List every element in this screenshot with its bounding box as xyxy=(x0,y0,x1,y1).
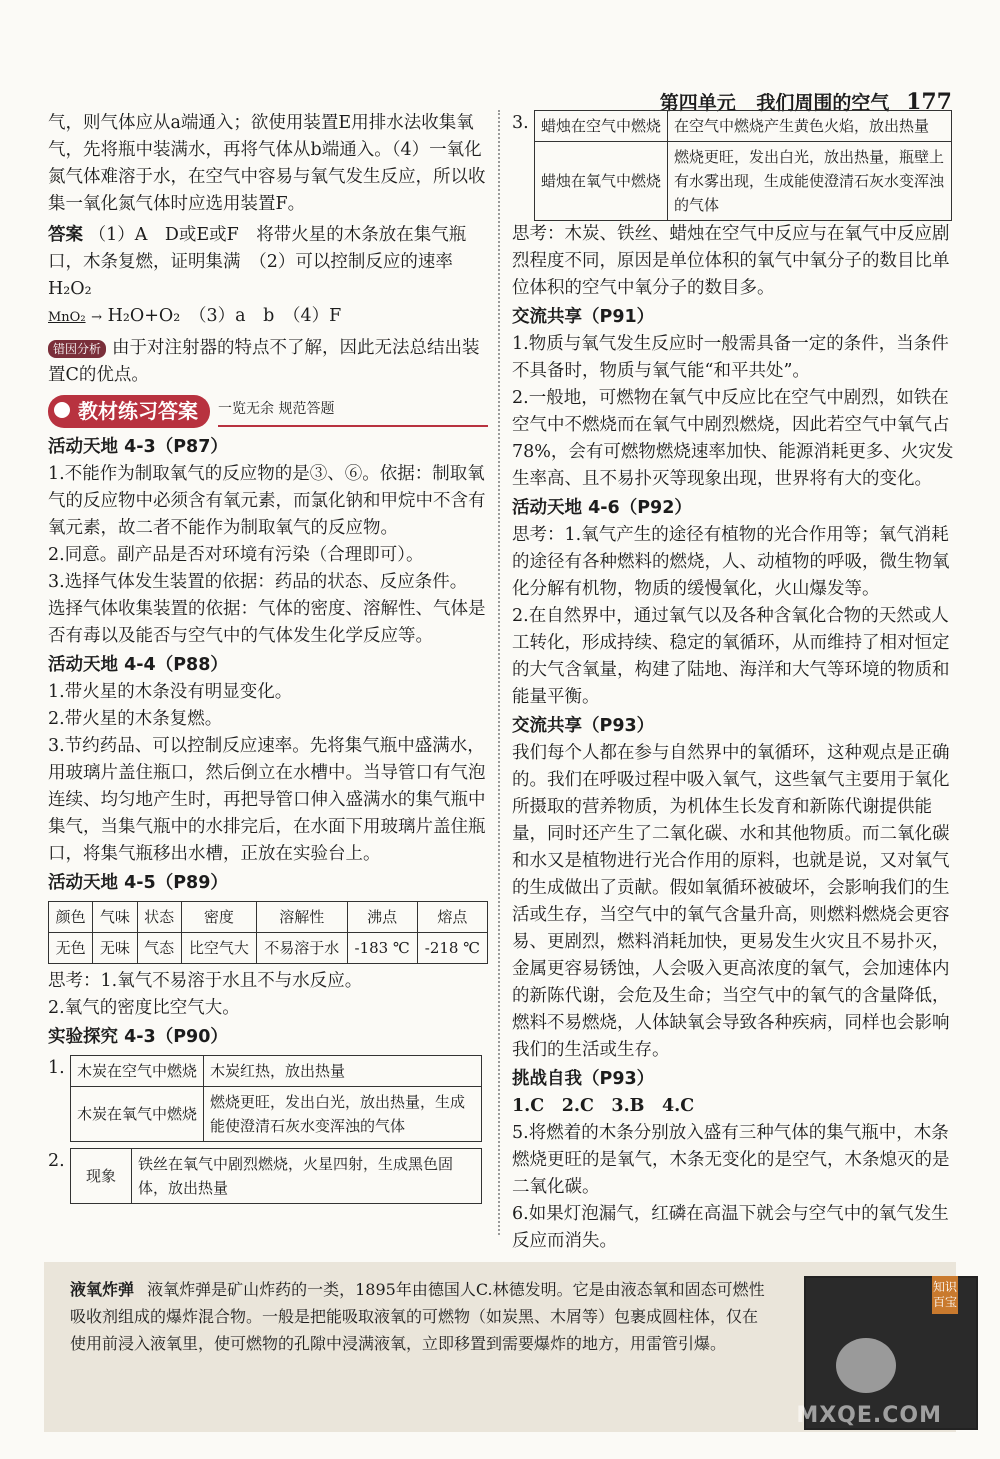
iron-wire-table xyxy=(70,1148,482,1204)
right-column xyxy=(512,110,955,1255)
table-cell: 溶解性 xyxy=(256,902,347,933)
knowledge-body: 液氧炸弹是矿山炸药的一类，1895年由德国人C.林德发明。它是由液态氧和固态可燃性吸收剂组成的爆炸混合物。一般是把能吸取液氧的可燃物（如炭黑、木屑等）包裹成圆柱体，仅在使用前浸入液氧里，使可燃物的孔隙中浸满液氧，立即移置到需要爆炸的地方，用雷管引爆。 xyxy=(70,1280,765,1353)
charcoal-table xyxy=(70,1055,482,1142)
knowledge-tag: 知识百宝 xyxy=(932,1276,958,1314)
table-cell: 木炭在空气中燃烧 xyxy=(71,1056,204,1087)
table-cell: -183 ℃ xyxy=(347,933,417,964)
list-item: 2.氧气的密度比空气大。 xyxy=(48,998,240,1018)
table-cell: 现象 xyxy=(71,1149,132,1204)
table-cell: 燃烧更旺，发出白光，放出热量，瓶壁上有水雾出现，生成能使澄清石灰水变浑浊的气体 xyxy=(668,142,952,221)
list-item: 1.物质与氧气发生反应时一般需具备一定的条件，当条件不具备时，物质与氧气能“和平共处”。 xyxy=(512,334,949,381)
section-heading: 交流共享（P93） xyxy=(512,716,655,736)
section-heading: 活动天地 4-3（P87） xyxy=(48,437,228,457)
section-heading: 实验探究 4-3（P90） xyxy=(48,1027,228,1047)
list-item: 1.带火星的木条没有明显变化。 xyxy=(48,682,293,702)
banner-title: 教材练习答案 xyxy=(48,395,210,428)
unit-title: 我们周围的空气 xyxy=(756,92,890,114)
list-item: 思考：1.氧气产生的途径有植物的光合作用等；氧气消耗的途径有各种燃料的燃烧，人、动植物的呼吸，微生物氧化分解有机物，物质的缓慢氧化，火山爆发等。 xyxy=(512,525,950,599)
table-cell: 燃烧更旺，发出白光，放出热量，生成能使澄清石灰水变浑浊的气体 xyxy=(204,1087,482,1142)
table-cell: 不易溶于水 xyxy=(256,933,347,964)
list-item: 5.将燃着的木条分别放入盛有三种气体的集气瓶中，木条燃烧更旺的是氧气，木条无变化的是空气，木条熄灭的是二氧化碳。 xyxy=(512,1123,950,1197)
list-item: 2.带火星的木条复燃。 xyxy=(48,709,223,729)
unit-label: 第四单元 xyxy=(659,92,736,114)
section-heading: 挑战自我（P93） xyxy=(512,1069,655,1089)
table-row xyxy=(71,1149,482,1204)
explosion-glow xyxy=(836,1338,896,1393)
list-item: 3.选择气体发生装置的依据：药品的状态、反应条件。 xyxy=(48,572,468,592)
section-heading: 活动天地 4-5（P89） xyxy=(48,873,228,893)
list-item: 1.不能作为制取氧气的反应物的是③、⑥。依据：制取氧气的反应物中必须含有氧元素，而氯化钠和甲烷中不含有氧元素，故二者不能作为制取氧气的反应物。 xyxy=(48,464,486,538)
table-cell: 在空气中燃烧产生黄色火焰，放出热量 xyxy=(668,111,952,142)
list-item: 3.节约药品、可以控制反应速率。先将集气瓶中盛满水，用玻璃片盖住瓶口，然后倒立在水槽中。当导管口有气泡连续、均匀地产生时，再把导管口伸入盛满水的集气瓶中集气，当集气瓶中的水排完后，在水面下用玻璃片盖住瓶口，将集气瓶移出水槽，正放在实验台上。 xyxy=(48,736,486,864)
left-column xyxy=(48,110,488,1204)
list-item: 2.一般地，可燃物在氧气中反应比在空气中剧烈，如铁在空气中不燃烧而在氧气中剧烈燃烧，因此若空气中氧气占78%，会有可燃物燃烧速率加快、能源消耗更多、火灾发生率高、且不易扑灭等现象出现，世界将有大的变化。 xyxy=(512,388,954,489)
table-cell: 木炭在氧气中燃烧 xyxy=(71,1087,204,1142)
list-item: 6.如果灯泡漏气，红磷在高温下就会与空气中的氧气发生反应而消失。 xyxy=(512,1204,949,1251)
experiment-3 xyxy=(512,110,955,221)
reaction-arrow: → xyxy=(91,310,103,325)
item-number: 3. xyxy=(512,113,529,133)
section-heading: 活动天地 4-6（P92） xyxy=(512,498,692,518)
error-analysis xyxy=(48,335,488,389)
table-row xyxy=(535,142,952,221)
answer-text-2: H₂O+O₂ （3）a b （4）F xyxy=(107,306,342,326)
table-cell: -218 ℃ xyxy=(417,933,487,964)
knowledge-box xyxy=(44,1262,956,1432)
list-item: 2.同意。副产品是否对环境有污染（合理即可）。 xyxy=(48,545,424,565)
list-item: 思考：1.氧气不易溶于水且不与水反应。 xyxy=(48,971,363,991)
section-banner xyxy=(48,395,488,428)
watermark: MXQE.COM xyxy=(796,1403,942,1428)
banner-subtitle: 一览无余 规范答题 xyxy=(218,396,488,427)
table-cell: 木炭红热，放出热量 xyxy=(204,1056,482,1087)
answer-text-1: （1）A D或E或F 将带火星的木条放在集气瓶口，木条复燃，证明集满 （2）可以控制反应的速率 H₂O₂ xyxy=(48,225,471,299)
page-number: 177 xyxy=(906,89,952,115)
oxygen-properties-table xyxy=(48,901,488,964)
list-item: 我们每个人都在参与自然界中的氧循环，这种观点是正确的。我们在呼吸过程中吸入氧气，这些氧气主要用于氧化所摄取的营养物质，为机体生长发育和新陈代谢提供能量，同时还产生了二氧化碳、水和其他物质。而二氧化碳和水又是植物进行光合作用的原料，也就是说，又对氧气的生成做出了贡献。假如氧循环被破坏，会影响我们的生活或生存，当空气中的氧气含量升高，则燃料燃烧会更容易、更剧烈，燃料消耗加快，更易发生火灾且不易扑灭，金属更容易锈蚀，人会吸入更高浓度的氧气，会加速体内的新陈代谢，会危及生命；当空气中的氧气的含量降低，燃料不易燃烧，人体缺氧会导致各种疾病，同样也会影响我们的生活或生存。 xyxy=(512,743,950,1060)
answer-block xyxy=(48,222,488,331)
table-cell: 蜡烛在空气中燃烧 xyxy=(535,111,668,142)
experiment-2 xyxy=(48,1148,488,1204)
think-paragraph: 思考：木炭、铁丝、蜡烛在空气中反应与在氧气中反应剧烈程度不同，原因是单位体积的氧气中氧分子的数目比单位体积的空气中氧分子的数目多。 xyxy=(512,224,950,298)
table-cell: 沸点 xyxy=(347,902,417,933)
table-row xyxy=(535,111,952,142)
table-cell: 铁丝在氧气中剧烈燃烧，火星四射，生成黑色固体，放出热量 xyxy=(132,1149,482,1204)
item-number: 1. xyxy=(48,1058,65,1078)
answer-label: 答案 xyxy=(48,225,83,245)
table-row xyxy=(71,1056,482,1087)
table-cell: 熔点 xyxy=(417,902,487,933)
table-cell: 颜色 xyxy=(49,902,93,933)
item-number: 2. xyxy=(48,1151,65,1171)
table-cell: 气态 xyxy=(137,933,181,964)
column-divider xyxy=(498,110,500,1235)
catalyst-label: MnO₂ xyxy=(48,310,86,325)
knowledge-text xyxy=(70,1276,770,1357)
section-heading: 交流共享（P91） xyxy=(512,307,655,327)
table-row xyxy=(71,1087,482,1142)
choice-answers: 1.C 2.C 3.B 4.C xyxy=(512,1096,695,1116)
table-header-row xyxy=(49,902,488,933)
table-cell: 无色 xyxy=(49,933,93,964)
list-item: 2.在自然界中，通过氧气以及各种含氧化合物的天然或人工转化，形成持续、稳定的氧循环，从而维持了相对恒定的大气含氧量，构建了陆地、海洋和大气等环境的物质和能量平衡。 xyxy=(512,606,950,707)
table-cell: 状态 xyxy=(137,902,181,933)
table-cell: 比空气大 xyxy=(181,933,256,964)
table-cell: 蜡烛在氧气中燃烧 xyxy=(535,142,668,221)
table-cell: 气味 xyxy=(93,902,137,933)
error-analysis-badge: 错因分析 xyxy=(48,340,106,358)
table-cell: 无味 xyxy=(93,933,137,964)
section-heading: 活动天地 4-4（P88） xyxy=(48,655,228,675)
candle-table xyxy=(534,110,952,221)
experiment-1 xyxy=(48,1055,488,1142)
knowledge-title: 液氧炸弹 xyxy=(70,1280,135,1299)
table-row xyxy=(49,933,488,964)
list-item: 选择气体收集装置的依据：气体的密度、溶解性、气体是否有毒以及能否与空气中的气体发生化学反应等。 xyxy=(48,599,486,646)
paragraph-continued: 气，则气体应从a端通入；欲使用装置E用排水法收集氧气，先将瓶中装满水，再将气体从b端通入。（4）一氧化氮气体难溶于水，在空气中容易与氧气发生反应，所以收集一氧化氮气体时应选用装置F。 xyxy=(48,113,486,214)
error-analysis-text: 由于对注射器的特点不了解，因此无法总结出装置C的优点。 xyxy=(48,338,480,385)
table-cell: 密度 xyxy=(181,902,256,933)
